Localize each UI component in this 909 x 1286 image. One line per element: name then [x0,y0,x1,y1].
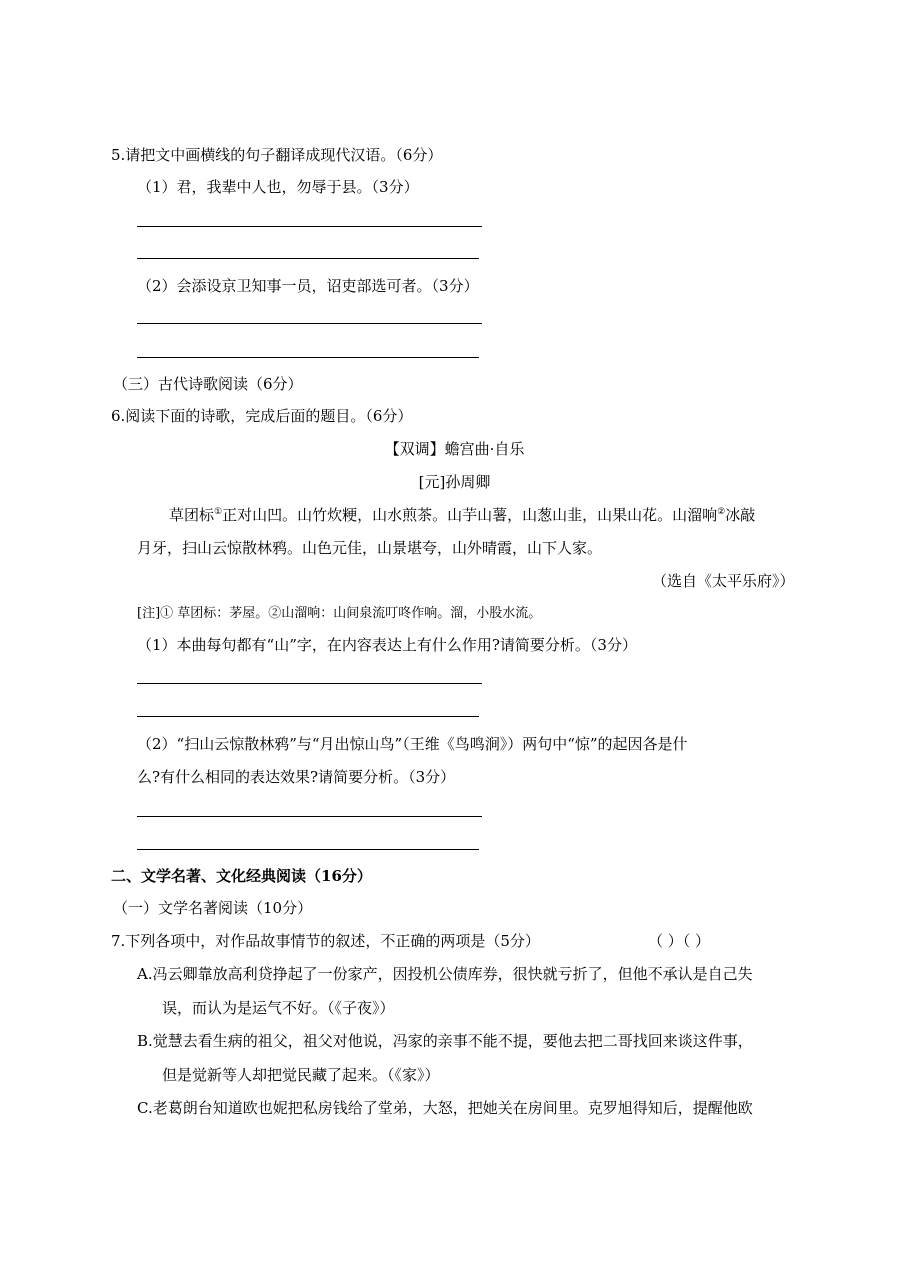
q5-sub2: （2）会添设京卫知事一员，诏吏部选可者。（3分） [137,277,479,295]
answer-line [137,716,479,717]
q7-option-a-line-2: 误，而认为是运气不好。（《子夜》） [162,999,395,1017]
answer-line [137,226,482,227]
footnote-mark: ② [717,507,726,517]
answer-line [137,258,479,259]
answer-line [137,849,479,850]
q7-option-a-line-1: A.冯云卿靠放高利贷挣起了一份家产，因投机公债库券，很快就亏折了，但他不承认是自己失 [137,965,753,983]
poem-body-line-1: 草团标①正对山凹。山竹炊粳，山水煎茶。山芋山薯，山葱山韭，山果山花。山溜响②冰敲 [169,506,756,524]
poem-source: （选自《太平乐府》） [652,572,795,590]
q7-option-c-line-1: C.老葛朗台知道欧也妮把私房钱给了堂弟，大怒，把她关在房间里。克罗旭得知后，提醒他欧 [137,1099,753,1117]
q6-title: 6.阅读下面的诗歌，完成后面的题目。（6分） [111,407,413,425]
q6-sub2-line-1: （2）“扫山云惊散林鸦”与“月出惊山鸟”（王维《鸟鸣涧》）两句中“惊”的起因各是什 [137,735,688,753]
section-heading: （三）古代诗歌阅读（6分） [113,375,303,393]
q7-title: 7.下列各项中，对作品故事情节的叙述，不正确的两项是（5分） [111,932,540,950]
answer-line [137,816,482,817]
part-heading: 二、文学名著、文化经典阅读（16分） [111,867,372,885]
poem-body-line-2: 月牙，扫山云惊散林鸦。山色元佳，山景堪夸，山外晴霞，山下人家。 [137,539,603,557]
answer-line [137,357,479,358]
q6-sub1: （1）本曲每句都有“山”字，在内容表达上有什么作用?请简要分析。（3分） [137,636,637,654]
q7-answer-blanks: （ ）（ ） [648,932,711,950]
poem-author: [元]孙周卿 [418,473,491,491]
q7-option-b-line-2: 但是觉新等人却把觉民藏了起来。（《家》） [162,1066,440,1084]
answer-line [137,323,482,324]
q5-title: 5.请把文中画横线的句子翻译成现代汉语。（6分） [111,146,443,164]
poem-title: 【双调】蟾宫曲·自乐 [384,440,525,458]
q5-sub1: （1）君，我辈中人也，勿辱于县。（3分） [137,178,419,196]
poem-note: [注]① 草团标：茅屋。②山溜响：山间泉流叮咚作响。溜，小股水流。 [137,606,542,621]
answer-line [137,683,482,684]
footnote-mark: ① [214,507,223,517]
q7-option-b-line-1: B.觉慧去看生病的祖父，祖父对他说，冯家的亲事不能不提，要他去把二哥找回来谈这件事， [137,1032,753,1050]
q6-sub2-line-2: 么?有什么相同的表达效果?请简要分析。（3分） [137,768,456,786]
section-heading: （一）文学名著阅读（10分） [113,899,313,917]
